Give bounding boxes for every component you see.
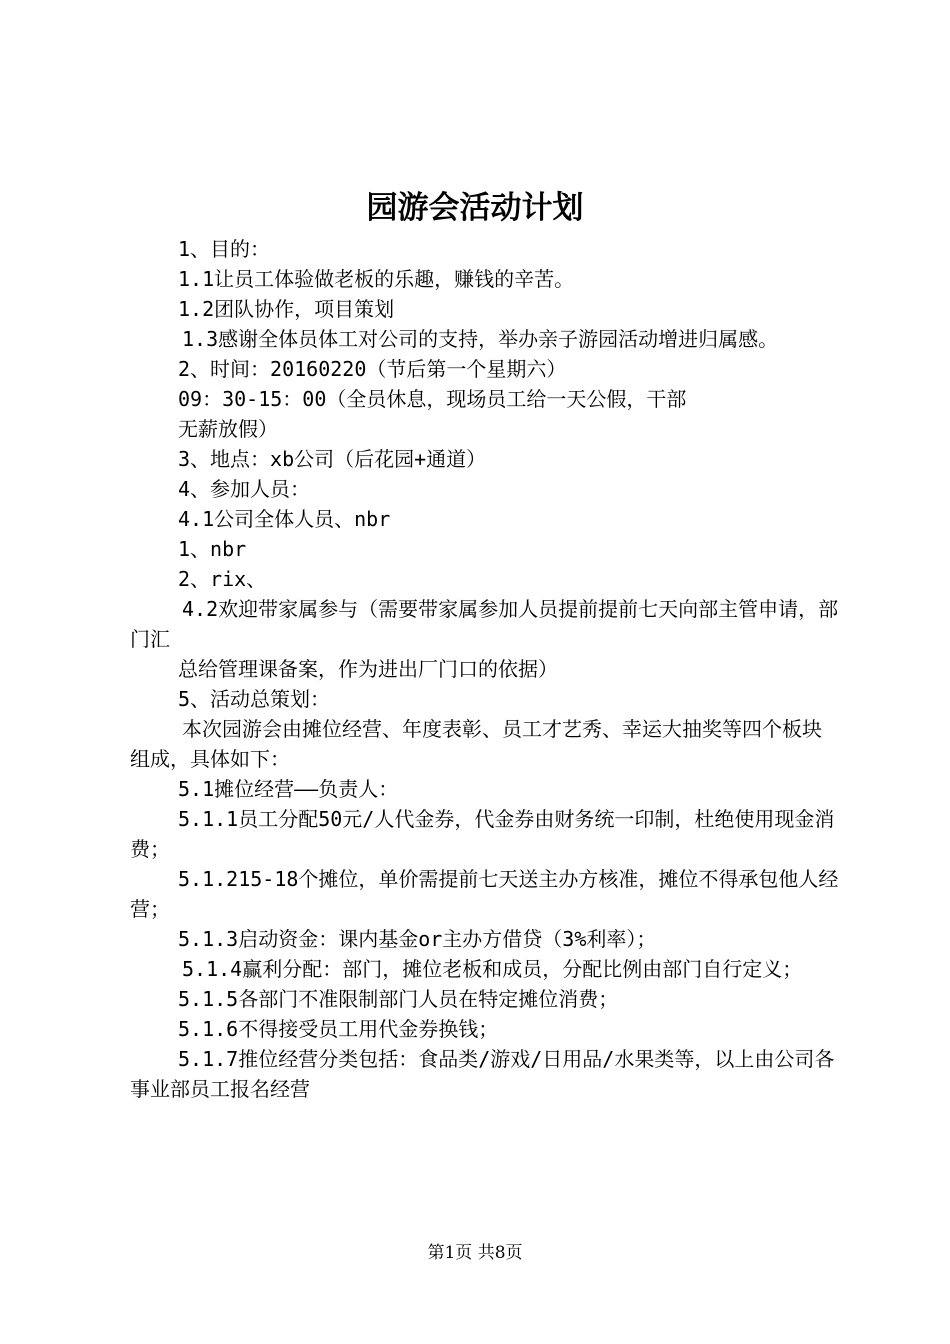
paragraph: 5.1.5各部门不准限制部门人员在特定摊位消费； xyxy=(178,987,619,1011)
paragraph: 1.2团队协作，项目策划 xyxy=(178,297,395,321)
paragraph: 5.1摊位经营——负责人： xyxy=(178,777,399,801)
paragraph: 09：30-15：00（全员休息，现场员工给一天公假，干部 xyxy=(178,387,687,411)
paragraph: 4、参加人员： xyxy=(178,477,311,501)
paragraph: 总给管理课备案，作为进出厂门口的依据） xyxy=(178,657,558,681)
document-title: 园游会活动计划 xyxy=(366,190,584,226)
paragraph: 5.1.6不得接受员工用代金券换钱； xyxy=(178,1017,499,1041)
paragraph: 4.2欢迎带家属参与（需要带家属参加人员提前提前七天向部主管申请，部门汇 xyxy=(130,597,839,651)
paragraph: 5.1.4赢利分配：部门，摊位老板和成员，分配比例由部门自行定义； xyxy=(182,957,803,981)
paragraph: 2、rix、 xyxy=(178,567,267,591)
paragraph: 5.1.215-18个摊位，单价需提前七天送主办方核准，摊位不得承包他人经营； xyxy=(130,867,839,921)
paragraph: 本次园游会由摊位经营、年度表彰、员工才艺秀、幸运大抽奖等四个板块组成，具体如下： xyxy=(130,717,822,771)
paragraph: 5.1.7推位经营分类包括：食品类/游戏/日用品/水果类等，以上由公司各事业部员工报名经营 xyxy=(130,1047,835,1101)
paragraph: 1、目的： xyxy=(178,237,271,261)
paragraph: 1.3感谢全体员体工对公司的支持，举办亲子游园活动增进归属感。 xyxy=(182,327,779,351)
paragraph: 2、时间：20160220（节后第一个星期六） xyxy=(178,357,567,381)
paragraph: 3、地点：xb公司（后花园+通道） xyxy=(178,447,487,471)
page-footer: 第1页 共8页 xyxy=(427,1243,523,1263)
paragraph: 5.1.3启动资金：课内基金or主办方借贷（3%利率）； xyxy=(178,927,657,951)
paragraph: 4.1公司全体人员、nbr xyxy=(178,507,391,531)
document-body xyxy=(130,234,840,1104)
paragraph: 无薪放假） xyxy=(178,417,278,441)
paragraph: 1.1让员工体验做老板的乐趣，赚钱的辛苦。 xyxy=(178,267,575,291)
paragraph: 5.1.1员工分配50元/人代金券，代金券由财务统一印制，杜绝使用现金消费； xyxy=(130,807,835,861)
paragraph: 1、nbr xyxy=(178,537,247,561)
paragraph: 5、活动总策划： xyxy=(178,687,331,711)
